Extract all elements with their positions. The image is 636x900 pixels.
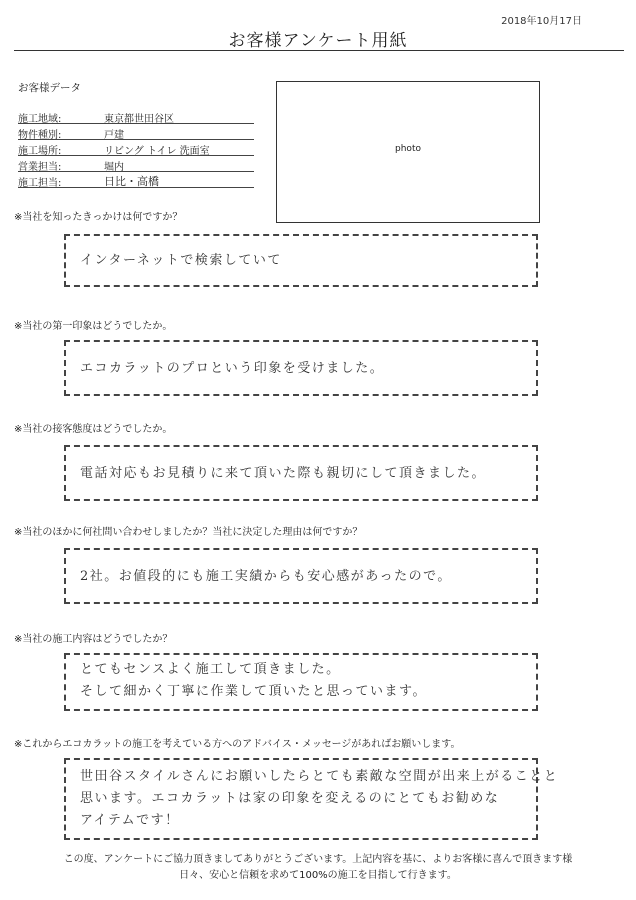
answer-box-6 (64, 758, 559, 840)
photo-placeholder (276, 81, 540, 223)
answer-line: エコカラットのプロという印象を受けました。 (80, 361, 385, 376)
answer-line: 世田谷スタイルさんにお願いしたらとても素敵な空間が出来上がることと (80, 769, 559, 784)
question-4: ※当社のほかに何社問い合わせしましたか？当社に決定した理由は何ですか？ (14, 527, 363, 538)
answer-line: 電話対応もお見積りに来て頂いた際も親切にして頂きました。 (80, 466, 487, 481)
info-row-installer (18, 172, 254, 188)
question-3: ※当社の接客態度はどうでしたか。 (14, 424, 173, 435)
answer-line: そして細かく丁寧に作業して頂いたと思っています。 (80, 684, 427, 699)
question-2: ※当社の第一印象はどうでしたか。 (14, 321, 173, 332)
answer-box-3 (64, 445, 538, 501)
info-label: 物件種別: (18, 130, 62, 141)
page-title: お客様アンケート用紙 (228, 31, 408, 51)
footer-line-1: この度、アンケートにご協力頂きましてありがとうございます。上記内容を基に、よりお客様に喜んで頂きます様 (63, 854, 573, 865)
info-value: 東京都世田谷区 (104, 114, 174, 125)
info-value: リビング トイレ 洗面室 (104, 146, 210, 157)
answer-box-2 (64, 340, 538, 396)
customer-info-table (18, 108, 254, 188)
question-1: ※当社を知ったきっかけは何ですか？ (14, 212, 183, 223)
info-row-area (18, 108, 254, 124)
question-6: ※これからエコカラットの施工を考えている方へのアドバイス・メッセージがあればお願いします。 (14, 739, 461, 750)
answer-box-5 (64, 653, 538, 711)
info-value: 堀内 (104, 162, 124, 173)
info-row-property (18, 124, 254, 140)
customer-data-heading: お客様データ (18, 82, 81, 94)
info-row-location (18, 140, 254, 156)
info-value: 日比・高橋 (104, 175, 159, 188)
info-label: 営業担当: (18, 162, 62, 173)
answer-line: インターネットで検索していて (80, 253, 282, 268)
answer-box-1 (64, 234, 538, 287)
survey-date: 2018年10月17日 (501, 16, 582, 27)
info-label: 施工担当: (18, 178, 62, 189)
question-5: ※当社の施工内容はどうでしたか？ (14, 634, 173, 645)
answer-line: とてもセンスよく施工して頂きました。 (80, 662, 341, 677)
title-divider (14, 50, 624, 51)
answer-line: 思います。エコカラットは家の印象を変えるのにとてもお勧めな (80, 791, 500, 806)
photo-label: photo (395, 144, 421, 154)
info-label: 施工場所: (18, 146, 62, 157)
answer-line: アイテムです！ (80, 813, 180, 828)
answer-box-4 (64, 548, 538, 604)
footer-line-2: 日々、安心と信頼を求めて100%の施工を目指して行きます。 (179, 870, 457, 881)
info-value: 戸建 (104, 130, 124, 141)
info-row-sales (18, 156, 254, 172)
info-label: 施工地域: (18, 114, 62, 125)
answer-line: 2社。お値段的にも施工実績からも安心感があったので。 (80, 569, 452, 584)
